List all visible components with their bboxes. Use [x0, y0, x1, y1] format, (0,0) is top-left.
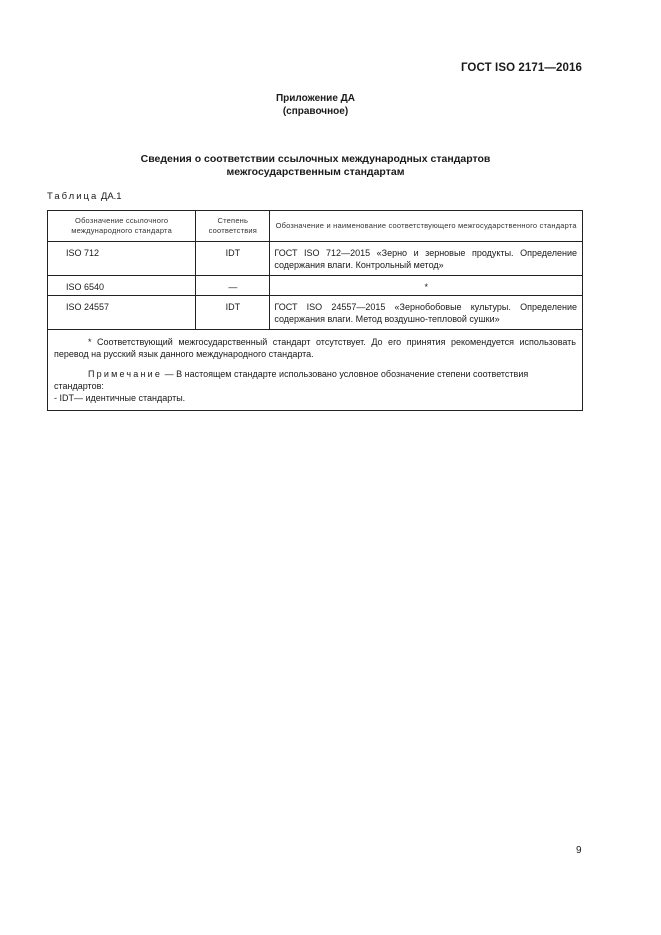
header-degree: Степень соответствия: [196, 211, 270, 242]
table-footnote: * Соответствующий межгосударственный стандарт отсутствует. До его принятия рекомендуется использовать перевод на русский язык данного международного стандарта.: [54, 337, 576, 359]
note-item: - IDT— идентичные стандарты.: [54, 393, 186, 403]
row-code: ISO 24557: [48, 296, 196, 330]
document-code: ГОСТ ISO 2171—2016: [460, 62, 582, 74]
annex-heading: [0, 92, 631, 118]
table-notes: [48, 330, 583, 411]
standards-table: [47, 210, 583, 411]
note-text: — В настоящем стандарте использовано условное обозначение степени соответствия стандартов:: [54, 369, 529, 391]
table-row: [48, 296, 583, 330]
table-label-prefix: Таблица: [47, 191, 99, 202]
table-label-number: ДА.1: [100, 191, 122, 202]
section-title: [0, 153, 631, 179]
header-interstate-standard: Обозначение и наименование соответствующего межгосударственного стандарта: [270, 211, 583, 242]
table-row: [48, 242, 583, 276]
annex-title: Приложение ДА: [275, 93, 356, 104]
table-header-row: [48, 211, 583, 242]
row-degree: IDT: [196, 296, 270, 330]
table-label: [47, 191, 122, 202]
page-number: 9: [576, 845, 582, 856]
section-title-line2: межгосударственным стандартам: [226, 166, 405, 178]
row-name: *: [270, 276, 583, 296]
table-note: [54, 368, 576, 392]
row-name: ГОСТ ISO 712—2015 «Зерно и зерновые продукты. Определение содержания влаги. Контрольный метод»: [270, 242, 583, 276]
note-label: Примечание: [88, 369, 163, 379]
table-row: [48, 276, 583, 296]
row-code: ISO 6540: [48, 276, 196, 296]
table-notes-row: [48, 330, 583, 411]
row-degree: IDT: [196, 242, 270, 276]
header-reference-standard: Обозначение ссылочного международного стандарта: [48, 211, 196, 242]
annex-subtitle: (справочное): [282, 106, 349, 117]
row-code: ISO 712: [48, 242, 196, 276]
row-name: ГОСТ ISO 24557—2015 «Зернобобовые культуры. Определение содержания влаги. Метод воздушно-тепловой сушки»: [270, 296, 583, 330]
section-title-line1: Сведения о соответствии ссылочных международных стандартов: [140, 153, 491, 165]
row-degree: —: [196, 276, 270, 296]
